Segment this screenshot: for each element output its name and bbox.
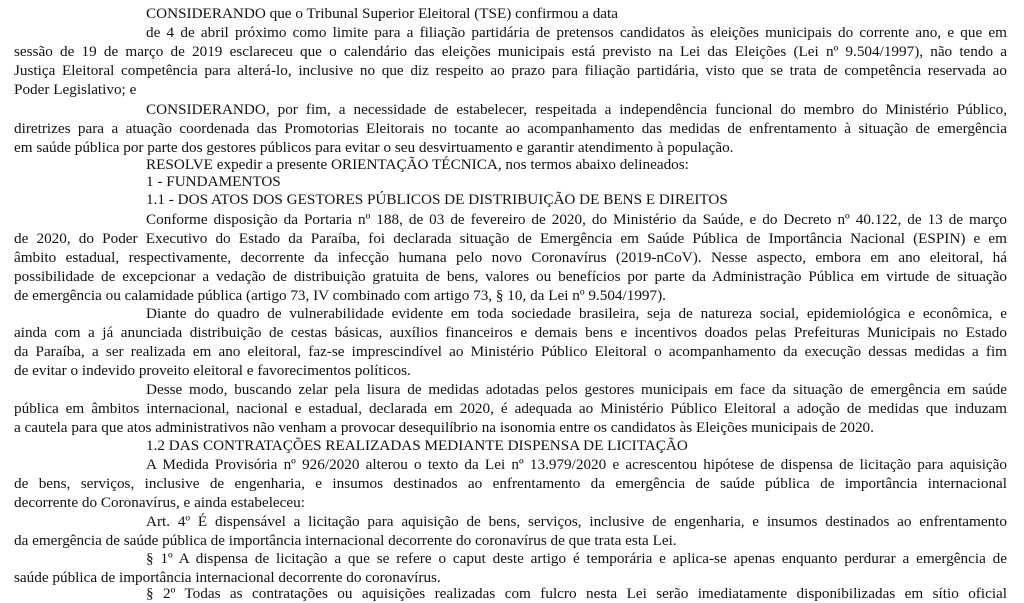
- paragraph-portaria-line-3: âmbito estadual, respectivamente, decorrente da infecção humana pelo novo Coronavírus (2019-nCoV). Nesse aspecto, embora em ano eleitoral, há: [14, 249, 1007, 266]
- paragraph-portaria-line-1: Conforme disposição da Portaria nº 188, de 03 de fevereiro de 2020, do Ministério da Saúde, e do Decreto nº 40.122, de 13 de março: [146, 211, 1007, 228]
- subsection-heading-1-2: 1.2 DAS CONTRATAÇÕES REALIZADAS MEDIANTE DISPENSA DE LICITAÇÃO: [146, 437, 688, 454]
- paragraph-desse-modo-line-3: a cautela para que atos administrativos não venham a provocar desequilíbrio na isonomia entre os candidatos às Eleições municipais de 2020.: [14, 419, 874, 436]
- quote-art-4-line-1: Art. 4º É dispensável a licitação para aquisição de bens, serviços, inclusive de engenharia, e insumos destinados ao enfrentamento: [146, 513, 1007, 530]
- paragraph-vulnerabilidade-line-4: de evitar o indevido proveito eleitoral e favorecimentos políticos.: [14, 362, 411, 379]
- paragraph-portaria-line-2: de 2020, do Poder Executivo do Estado da Paraíba, foi declarada situação de Emergência em Saúde Pública de Importância Nacional (ESPIN) e em: [14, 230, 1007, 247]
- paragraph-portaria-line-4: possibilidade de excepcionar a vedação de distribuição gratuita de bens, valores ou benefícios por parte da Administração Pública em virtude de situação: [14, 268, 1007, 285]
- section-heading-fundamentos: 1 - FUNDAMENTOS: [146, 173, 281, 190]
- paragraph-considerando-tse-line-5: Poder Legislativo; e: [14, 81, 137, 98]
- paragraph-medida-provisoria-line-1: A Medida Provisória nº 926/2020 alterou o texto da Lei nº 13.979/2020 e acrescentou hipótese de dispensa de licitação para aquisição: [146, 456, 1007, 473]
- paragraph-vulnerabilidade-line-3: da Paraíba, a ser realizada em ano eleitoral, faz-se imprescindível ao Ministério Público Eleitoral o acompanhamento da execução dessas medidas a fim: [14, 343, 1007, 360]
- resolve-line: RESOLVE expedir a presente ORIENTAÇÃO TÉCNICA, nos termos abaixo delineados:: [146, 156, 689, 173]
- paragraph-considerando-tse-line-1: CONSIDERANDO que o Tribunal Superior Eleitoral (TSE) confirmou a data: [146, 5, 619, 22]
- paragraph-considerando-tse-line-4: Justiça Eleitoral competência para alterá-lo, inclusive no que diz respeito ao prazo para filiação partidária, visto que se trata de competência reservada ao: [14, 62, 1007, 79]
- quote-art-4-line-2: da emergência de saúde pública de importância internacional decorrente do coronavírus de que trata esta Lei.: [14, 532, 677, 549]
- paragraph-portaria-line-5: de emergência ou calamidade pública (artigo 73, IV combinado com artigo 73, § 10, da Lei nº 9.504/1997).: [14, 287, 666, 304]
- subsection-heading-1-1: 1.1 - DOS ATOS DOS GESTORES PÚBLICOS DE DISTRIBUIÇÃO DE BENS E DIREITOS: [146, 191, 728, 208]
- quote-paragraph-1-line-2: saúde pública de importância internacional decorrente do coronavírus.: [14, 569, 441, 586]
- paragraph-desse-modo-line-1: Desse modo, buscando zelar pela lisura de medidas adotadas pelos gestores municipais em face da situação de emergência em saúde: [146, 381, 1007, 398]
- paragraph-vulnerabilidade-line-1: Diante do quadro de vulnerabilidade evidente em toda sociedade brasileira, seja de natureza social, epidemiológica e econômica, e: [146, 305, 1007, 322]
- paragraph-medida-provisoria-line-2: de bens, serviços, inclusive de engenharia, e insumos destinados ao enfrentamento da emergência de saúde pública de importância internacional: [14, 475, 1007, 492]
- paragraph-vulnerabilidade-line-2: ainda com a já anunciada distribuição de cestas básicas, auxílios financeiros e demais bens e incentivos doados pelas Prefeituras Municipais no Estado: [14, 324, 1007, 341]
- paragraph-considerando-tse-line-2: de 4 de abril próximo como limite para a filiação partidária de pretensos candidatos às eleições municipais do corrente ano, e que em: [146, 24, 1007, 41]
- paragraph-considerando-tse-line-3: sessão de 19 de março de 2019 esclareceu que o calendário das eleições municipais está previsto na Lei das Eleições (Lei nº 9.504/1997), não tendo a: [14, 43, 1007, 60]
- quote-paragraph-2-line-1: § 2º Todas as contratações ou aquisições realizadas com fulcro nesta Lei serão imediatamente disponibilizadas em sítio oficial: [146, 585, 1007, 602]
- paragraph-considerando-fim-line-1: CONSIDERANDO, por fim, a necessidade de estabelecer, respeitada a independência funcional do membro do Ministério Público,: [146, 101, 1007, 118]
- quote-paragraph-1-line-1: § 1º A dispensa de licitação a que se refere o caput deste artigo é temporária e aplica-se apenas enquanto perdurar a emergência de: [146, 550, 1007, 567]
- paragraph-desse-modo-line-2: pública em âmbitos internacional, nacional e estadual, declarada em 2020, é adequada ao Ministério Público Eleitoral a adoção de medidas que induzam: [14, 400, 1007, 417]
- paragraph-considerando-fim-line-3: em saúde pública por parte dos gestores públicos para evitar o seu desvirtuamento e garantir atendimento à população.: [14, 139, 734, 156]
- paragraph-considerando-fim-line-2: diretrizes para a atuação coordenada das Promotorias Eleitorais no tocante ao acompanhamento das medidas de enfrentamento à situação de emergência: [14, 120, 1007, 137]
- paragraph-medida-provisoria-line-3: decorrente do Coronavírus, e ainda estabeleceu:: [14, 494, 305, 511]
